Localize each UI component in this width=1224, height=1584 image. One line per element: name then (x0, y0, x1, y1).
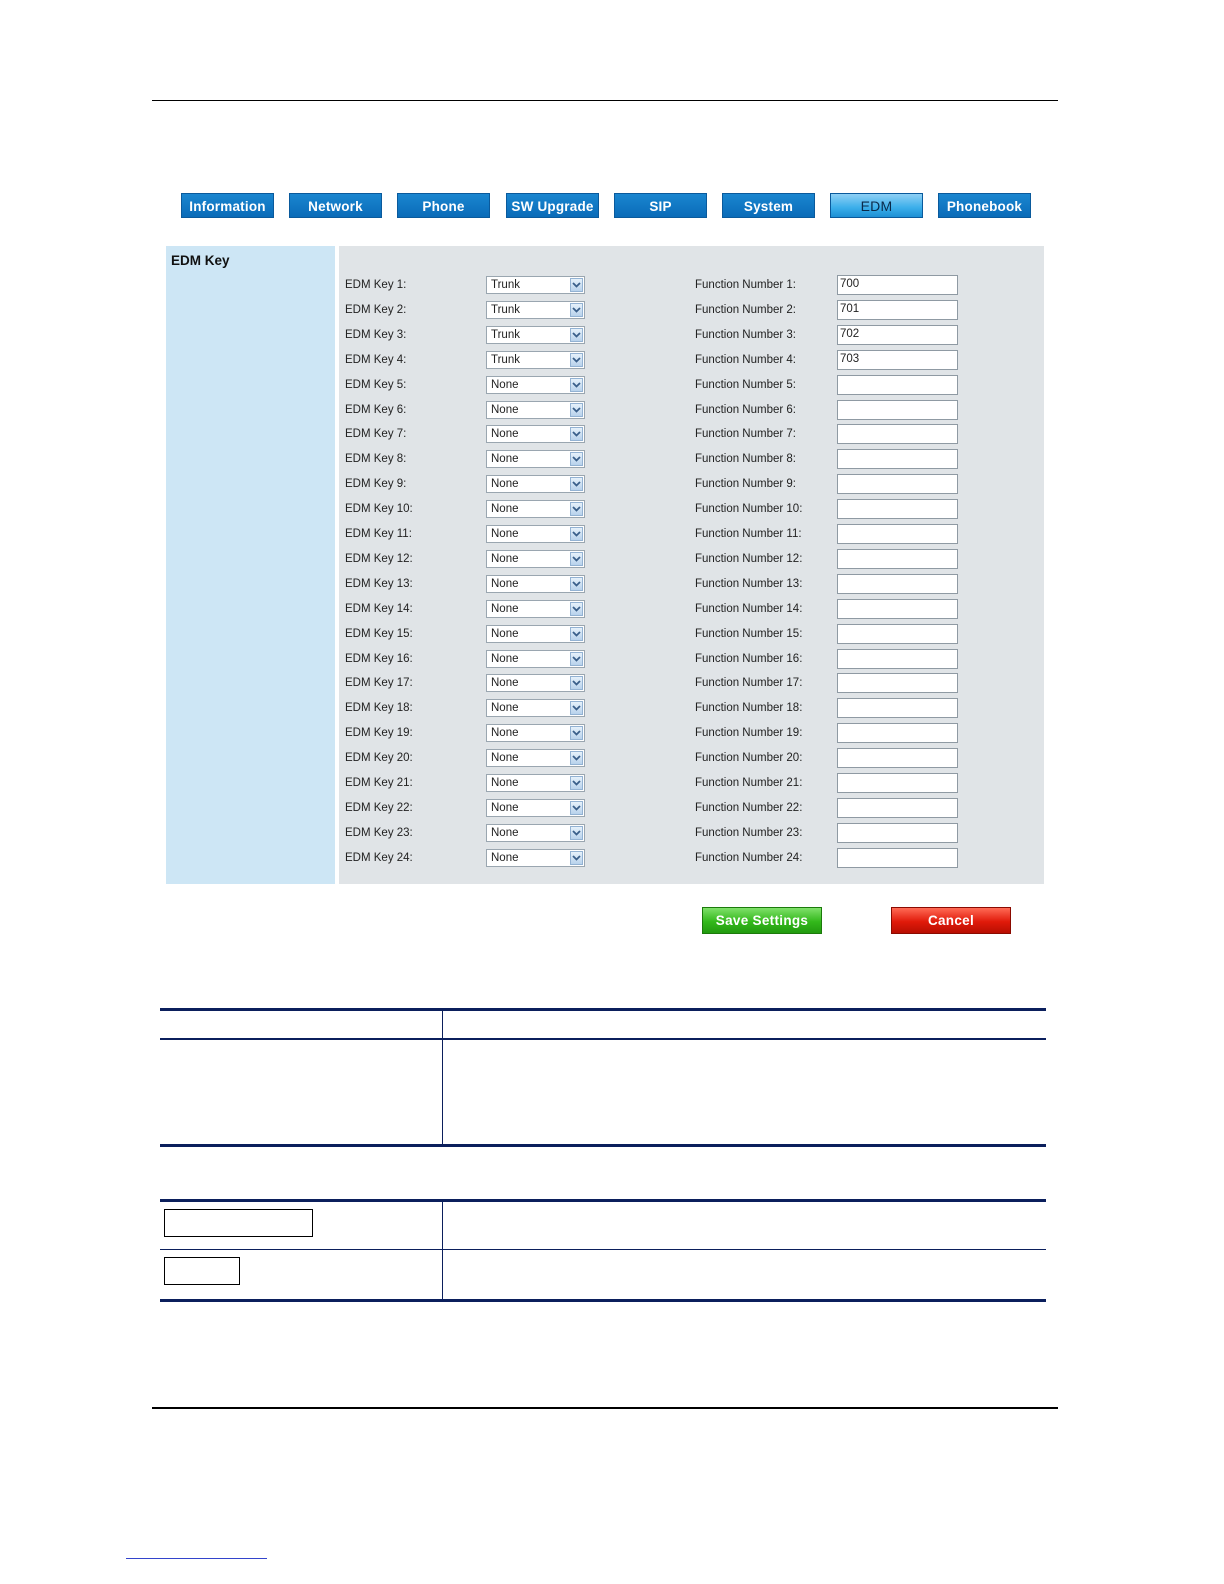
chevron-down-icon[interactable] (570, 602, 583, 616)
edm-key-row (339, 450, 1044, 470)
edm-key-select-value: None (491, 378, 519, 391)
edm-key-select-value: None (491, 652, 519, 665)
table-top-rule (160, 1008, 1046, 1011)
function-number-label: Function Number 5: (695, 378, 796, 391)
edm-key-select[interactable] (486, 550, 585, 568)
edm-key-label: EDM Key 1: (345, 279, 407, 291)
edm-key-row (339, 276, 1044, 296)
function-number-input[interactable] (837, 848, 958, 868)
edm-key-select[interactable] (486, 525, 585, 543)
table-header-rule (160, 1038, 1046, 1040)
function-number-input[interactable] (837, 673, 958, 693)
edm-key-select[interactable] (486, 351, 585, 369)
page-header-rule (152, 100, 1058, 101)
edm-key-row (339, 650, 1044, 670)
edm-key-select-value: None (491, 752, 519, 765)
edm-key-select[interactable] (486, 575, 585, 593)
edm-key-row (339, 525, 1044, 545)
edm-key-label: EDM Key 24: (345, 851, 413, 864)
chevron-down-icon[interactable] (570, 403, 583, 417)
edm-key-select[interactable] (486, 376, 585, 394)
chevron-down-icon[interactable] (570, 726, 583, 740)
function-number-input[interactable] (837, 823, 958, 843)
edm-key-row (339, 724, 1044, 744)
edm-key-label: EDM Key 17: (345, 677, 413, 690)
function-number-input[interactable] (837, 375, 958, 395)
edm-key-row (339, 749, 1044, 769)
edm-key-select-value: None (491, 702, 519, 715)
edm-key-label: EDM Key 15: (345, 627, 413, 640)
edm-key-row (339, 849, 1044, 869)
function-number-input[interactable] (837, 574, 958, 594)
edm-key-select-value: None (491, 453, 519, 466)
edm-key-select[interactable] (486, 749, 585, 767)
tab-system[interactable]: System (722, 193, 815, 218)
table-row-rule (160, 1249, 1046, 1250)
chevron-down-icon[interactable] (570, 627, 583, 641)
chevron-down-icon[interactable] (570, 427, 583, 441)
cancel-button[interactable]: Cancel (891, 907, 1011, 934)
function-number-input[interactable] (837, 723, 958, 743)
function-number-label: Function Number 19: (695, 727, 803, 740)
function-number-label: Function Number 21: (695, 777, 803, 789)
tab-sw-upgrade[interactable]: SW Upgrade (506, 193, 599, 218)
chevron-down-icon[interactable] (570, 701, 583, 715)
chevron-down-icon[interactable] (570, 452, 583, 466)
edm-key-select[interactable] (486, 650, 585, 668)
edm-key-label: EDM Key 18: (345, 702, 413, 715)
function-number-label: Function Number 8: (695, 453, 796, 466)
tab-phonebook[interactable]: Phonebook (938, 193, 1031, 218)
edm-key-label: EDM Key 23: (345, 826, 413, 839)
function-number-label: Function Number 1: (695, 279, 796, 291)
chevron-down-icon[interactable] (570, 378, 583, 392)
edm-key-select-value: None (491, 801, 519, 814)
function-number-input[interactable] (837, 400, 958, 420)
edm-key-label: EDM Key 8: (345, 453, 407, 466)
function-number-input[interactable] (837, 798, 958, 818)
edm-key-label: EDM Key 7: (345, 428, 407, 441)
function-number-input[interactable] (837, 549, 958, 569)
edm-key-label: EDM Key 3: (345, 328, 407, 341)
function-number-input[interactable]: 703 (837, 350, 958, 370)
function-number-label: Function Number 7: (695, 428, 796, 441)
edm-key-label: EDM Key 14: (345, 602, 413, 615)
edm-key-label: EDM Key 9: (345, 478, 407, 491)
chevron-down-icon[interactable] (570, 826, 583, 840)
chevron-down-icon[interactable] (570, 577, 583, 591)
edm-key-select-value: Trunk (491, 353, 520, 366)
edm-key-select-value: Trunk (491, 279, 520, 291)
function-number-input[interactable] (837, 449, 958, 469)
chevron-down-icon[interactable] (570, 502, 583, 516)
edm-key-select[interactable] (486, 500, 585, 518)
chevron-down-icon[interactable] (570, 477, 583, 491)
section-title: EDM Key (171, 253, 230, 268)
function-number-label: Function Number 24: (695, 851, 803, 864)
tab-bar (181, 193, 1033, 219)
chevron-down-icon[interactable] (570, 676, 583, 690)
edm-key-select[interactable] (486, 301, 585, 319)
function-number-label: Function Number 9: (695, 478, 796, 491)
edm-key-row (339, 401, 1044, 421)
function-number-input[interactable]: 700 (837, 275, 958, 295)
chevron-down-icon[interactable] (570, 527, 583, 541)
edm-key-row (339, 301, 1044, 321)
edm-key-select[interactable] (486, 699, 585, 717)
table-top-rule (160, 1199, 1046, 1202)
function-number-label: Function Number 10: (695, 503, 803, 516)
edm-key-row (339, 550, 1044, 570)
edm-key-select[interactable] (486, 774, 585, 792)
edm-key-select-value: None (491, 602, 519, 615)
edm-key-label: EDM Key 12: (345, 552, 413, 565)
table-bottom-rule (160, 1144, 1046, 1147)
edm-key-select-value: None (491, 777, 519, 789)
tab-information[interactable]: Information (181, 193, 274, 218)
edm-key-label: EDM Key 20: (345, 752, 413, 765)
function-number-label: Function Number 12: (695, 552, 803, 565)
function-number-input[interactable] (837, 524, 958, 544)
function-number-input[interactable] (837, 624, 958, 644)
edm-key-select-value: Trunk (491, 328, 520, 341)
edm-key-select-value: None (491, 503, 519, 516)
edm-key-select-value: None (491, 528, 519, 540)
chevron-down-icon[interactable] (570, 278, 583, 292)
save-settings-button[interactable]: Save Settings (702, 907, 822, 934)
edm-key-row (339, 699, 1044, 719)
chevron-down-icon[interactable] (570, 776, 583, 790)
edm-key-select[interactable] (486, 401, 585, 419)
chevron-down-icon[interactable] (570, 652, 583, 666)
edm-key-select[interactable] (486, 849, 585, 867)
edm-key-row (339, 500, 1044, 520)
function-number-label: Function Number 15: (695, 627, 803, 640)
edm-key-row (339, 376, 1044, 396)
edm-key-select-value: Trunk (491, 303, 520, 316)
edm-key-form (339, 246, 1044, 884)
function-number-input[interactable] (837, 773, 958, 793)
edm-key-select-value: None (491, 428, 519, 441)
edm-key-select-value: None (491, 627, 519, 640)
function-number-input[interactable] (837, 698, 958, 718)
edm-key-label: EDM Key 2: (345, 303, 407, 316)
chevron-down-icon[interactable] (570, 801, 583, 815)
edm-key-select-value: None (491, 552, 519, 565)
edm-key-label: EDM Key 13: (345, 577, 413, 590)
chevron-down-icon[interactable] (570, 353, 583, 367)
save-settings-button-placeholder (164, 1209, 313, 1237)
function-number-label: Function Number 23: (695, 826, 803, 839)
footer-link-underline (126, 1558, 267, 1559)
edm-key-select[interactable] (486, 326, 585, 344)
edm-key-row (339, 326, 1044, 346)
section-sidebar (166, 246, 335, 884)
edm-key-label: EDM Key 5: (345, 378, 407, 391)
edm-key-label: EDM Key 11: (345, 528, 412, 540)
edm-key-row (339, 351, 1044, 371)
chevron-down-icon[interactable] (570, 303, 583, 317)
edm-key-label: EDM Key 10: (345, 503, 413, 516)
edm-key-select-value: None (491, 851, 519, 864)
edm-key-row (339, 674, 1044, 694)
function-number-label: Function Number 20: (695, 752, 803, 765)
edm-key-select[interactable] (486, 425, 585, 443)
chevron-down-icon[interactable] (570, 328, 583, 342)
chevron-down-icon[interactable] (570, 751, 583, 765)
edm-key-select[interactable] (486, 625, 585, 643)
edm-key-select[interactable] (486, 799, 585, 817)
function-number-input[interactable] (837, 474, 958, 494)
chevron-down-icon[interactable] (570, 851, 583, 865)
edm-key-label: EDM Key 21: (345, 777, 413, 789)
table-column-divider (442, 1202, 443, 1299)
edm-key-select[interactable] (486, 824, 585, 842)
edm-key-select-value: None (491, 826, 519, 839)
edm-key-row (339, 799, 1044, 819)
edm-key-row (339, 475, 1044, 495)
function-number-input[interactable] (837, 499, 958, 519)
edm-key-select[interactable] (486, 276, 585, 294)
edm-key-select[interactable] (486, 674, 585, 692)
function-number-label: Function Number 17: (695, 677, 803, 690)
edm-key-select-value: None (491, 403, 519, 416)
edm-key-row (339, 575, 1044, 595)
function-number-label: Function Number 11: (695, 528, 802, 540)
function-number-label: Function Number 14: (695, 602, 803, 615)
edm-key-select-value: None (491, 727, 519, 740)
edm-key-label: EDM Key 4: (345, 353, 407, 366)
function-number-label: Function Number 6: (695, 403, 796, 416)
edm-key-row (339, 425, 1044, 445)
edm-key-select[interactable] (486, 724, 585, 742)
function-number-input[interactable]: 702 (837, 325, 958, 345)
edm-key-select[interactable] (486, 600, 585, 618)
function-number-label: Function Number 2: (695, 303, 796, 316)
function-number-input[interactable]: 701 (837, 300, 958, 320)
function-number-input[interactable] (837, 599, 958, 619)
edm-key-select-value: None (491, 478, 519, 491)
tab-phone[interactable]: Phone (397, 193, 490, 218)
edm-key-select[interactable] (486, 475, 585, 493)
edm-key-label: EDM Key 16: (345, 652, 413, 665)
function-number-label: Function Number 16: (695, 652, 803, 665)
function-number-label: Function Number 18: (695, 702, 803, 715)
cancel-button-placeholder (164, 1257, 240, 1285)
table-column-divider (442, 1011, 443, 1144)
edm-key-select-value: None (491, 577, 519, 590)
function-number-input[interactable] (837, 424, 958, 444)
edm-key-label: EDM Key 19: (345, 727, 413, 740)
edm-key-row (339, 774, 1044, 794)
tab-sip[interactable]: SIP (614, 193, 707, 218)
function-number-input[interactable] (837, 649, 958, 669)
function-number-label: Function Number 4: (695, 353, 796, 366)
chevron-down-icon[interactable] (570, 552, 583, 566)
function-number-input[interactable] (837, 748, 958, 768)
edm-key-row (339, 824, 1044, 844)
edm-key-row (339, 625, 1044, 645)
edm-key-select[interactable] (486, 450, 585, 468)
edm-key-select-value: None (491, 677, 519, 690)
edm-key-row (339, 600, 1044, 620)
function-number-label: Function Number 13: (695, 577, 803, 590)
tab-network[interactable]: Network (289, 193, 382, 218)
page-footer-rule (152, 1407, 1058, 1409)
tab-edm[interactable]: EDM (830, 193, 923, 218)
edm-key-label: EDM Key 22: (345, 801, 413, 814)
function-number-label: Function Number 22: (695, 801, 803, 814)
function-number-label: Function Number 3: (695, 328, 796, 341)
table-bottom-rule (160, 1299, 1046, 1302)
edm-key-label: EDM Key 6: (345, 403, 407, 416)
